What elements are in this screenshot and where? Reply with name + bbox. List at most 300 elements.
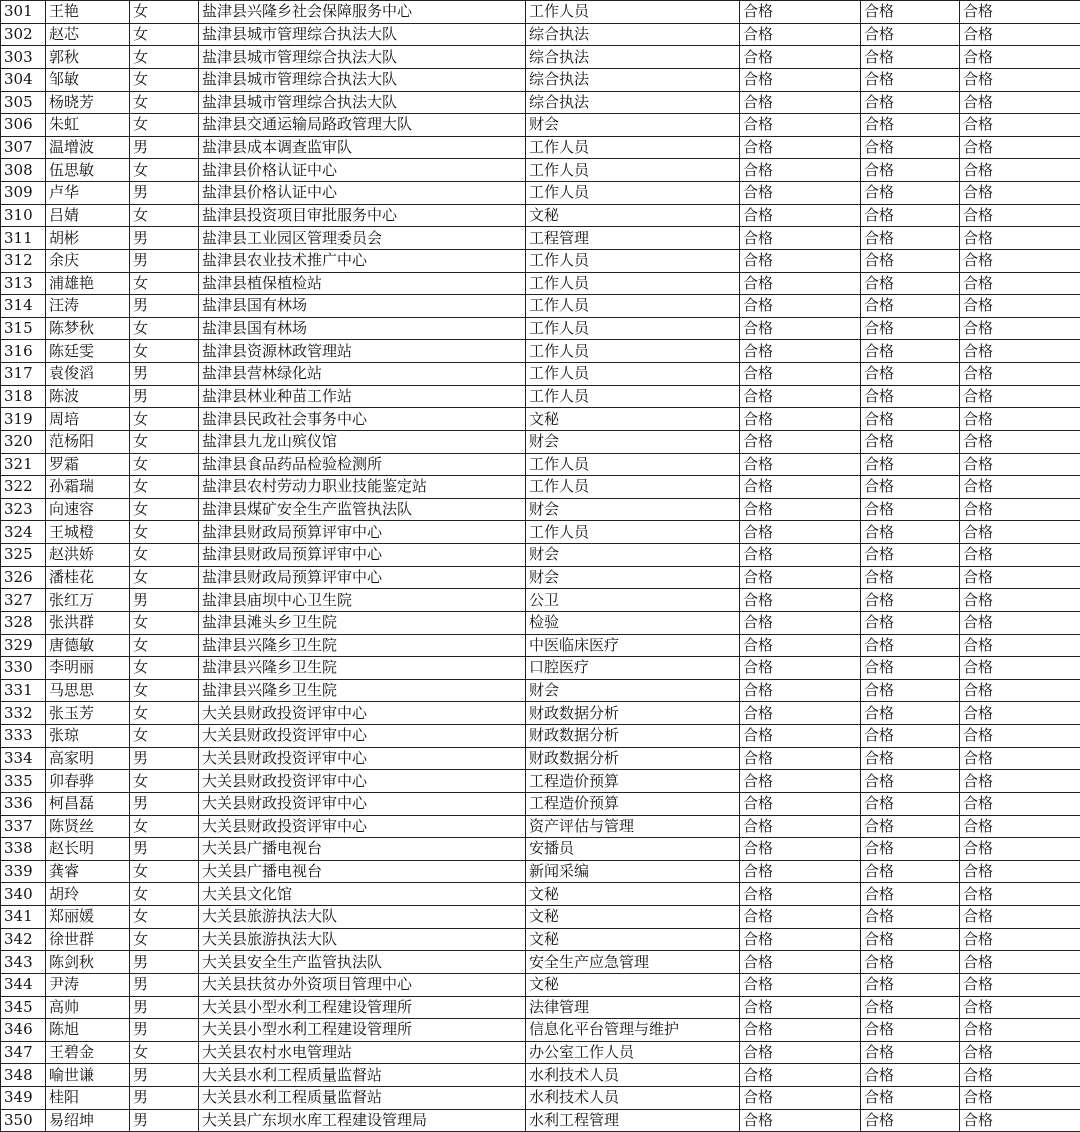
cell-result-3: 合格 [960,498,1080,521]
cell-result-1: 合格 [740,792,861,815]
cell-position: 水利技术人员 [526,1087,740,1110]
cell-result-3: 合格 [960,1087,1080,1110]
table-row [1,91,1080,114]
cell-gender: 女 [130,340,199,363]
cell-number: 318 [1,385,46,408]
cell-name: 王艳 [46,1,130,24]
cell-number: 328 [1,611,46,634]
cell-gender: 女 [130,430,199,453]
cell-result-3: 合格 [960,747,1080,770]
table-row [1,204,1080,227]
cell-name: 余庆 [46,249,130,272]
table-row [1,23,1080,46]
cell-result-2: 合格 [861,204,960,227]
cell-unit: 盐津县煤矿安全生产监管执法队 [199,498,526,521]
cell-result-3: 合格 [960,340,1080,363]
table-row [1,838,1080,861]
cell-number: 317 [1,363,46,386]
table-row [1,272,1080,295]
cell-unit: 盐津县成本调查监审队 [199,136,526,159]
cell-number: 340 [1,883,46,906]
cell-result-1: 合格 [740,68,861,91]
table-row [1,725,1080,748]
cell-unit: 大关县财政投资评审中心 [199,815,526,838]
cell-unit: 大关县财政投资评审中心 [199,747,526,770]
cell-result-1: 合格 [740,996,861,1019]
cell-gender: 女 [130,928,199,951]
cell-result-2: 合格 [861,521,960,544]
table-row [1,476,1080,499]
cell-number: 334 [1,747,46,770]
cell-result-2: 合格 [861,883,960,906]
cell-result-1: 合格 [740,204,861,227]
cell-number: 347 [1,1041,46,1064]
cell-result-1: 合格 [740,249,861,272]
cell-result-3: 合格 [960,385,1080,408]
cell-result-1: 合格 [740,770,861,793]
table-row [1,249,1080,272]
table-row [1,611,1080,634]
cell-result-2: 合格 [861,747,960,770]
table-row [1,770,1080,793]
cell-gender: 女 [130,68,199,91]
table-row [1,883,1080,906]
cell-gender: 男 [130,973,199,996]
cell-result-3: 合格 [960,770,1080,793]
cell-unit: 盐津县城市管理综合执法大队 [199,91,526,114]
cell-gender: 男 [130,227,199,250]
cell-result-2: 合格 [861,498,960,521]
cell-position: 工作人员 [526,340,740,363]
table-row [1,340,1080,363]
cell-position: 法律管理 [526,996,740,1019]
cell-gender: 男 [130,1087,199,1110]
cell-position: 水利技术人员 [526,1064,740,1087]
cell-unit: 盐津县城市管理综合执法大队 [199,68,526,91]
cell-result-1: 合格 [740,136,861,159]
cell-result-3: 合格 [960,815,1080,838]
cell-unit: 大关县农村水电管理站 [199,1041,526,1064]
cell-result-3: 合格 [960,272,1080,295]
cell-position: 资产评估与管理 [526,815,740,838]
cell-result-2: 合格 [861,385,960,408]
cell-unit: 大关县水利工程质量监督站 [199,1064,526,1087]
cell-position: 工作人员 [526,476,740,499]
cell-name: 向速容 [46,498,130,521]
cell-position: 安播员 [526,838,740,861]
cell-name: 袁俊滔 [46,363,130,386]
cell-position: 新闻采编 [526,860,740,883]
cell-name: 吕婧 [46,204,130,227]
cell-gender: 女 [130,679,199,702]
cell-position: 综合执法 [526,68,740,91]
cell-gender: 女 [130,702,199,725]
cell-result-3: 合格 [960,227,1080,250]
cell-result-1: 合格 [740,227,861,250]
table-row [1,928,1080,951]
cell-number: 335 [1,770,46,793]
table-row [1,46,1080,69]
cell-result-3: 合格 [960,860,1080,883]
cell-position: 文秘 [526,973,740,996]
cell-position: 文秘 [526,408,740,431]
cell-name: 邹敏 [46,68,130,91]
cell-unit: 盐津县投资项目审批服务中心 [199,204,526,227]
cell-position: 工程造价预算 [526,770,740,793]
cell-result-2: 合格 [861,951,960,974]
cell-result-3: 合格 [960,295,1080,318]
cell-result-1: 合格 [740,747,861,770]
cell-result-2: 合格 [861,770,960,793]
cell-name: 温增波 [46,136,130,159]
cell-name: 伍思敏 [46,159,130,182]
cell-unit: 盐津县九龙山殡仪馆 [199,430,526,453]
cell-unit: 盐津县食品药品检验检测所 [199,453,526,476]
cell-result-1: 合格 [740,883,861,906]
cell-gender: 男 [130,249,199,272]
cell-position: 中医临床医疗 [526,634,740,657]
cell-unit: 大关县水利工程质量监督站 [199,1087,526,1110]
cell-position: 财政数据分析 [526,725,740,748]
table-row [1,408,1080,431]
cell-result-3: 合格 [960,114,1080,137]
cell-gender: 女 [130,634,199,657]
cell-gender: 女 [130,114,199,137]
cell-result-3: 合格 [960,973,1080,996]
cell-unit: 盐津县国有林场 [199,295,526,318]
table-row [1,544,1080,567]
cell-result-1: 合格 [740,679,861,702]
cell-unit: 盐津县国有林场 [199,317,526,340]
cell-result-1: 合格 [740,182,861,205]
cell-result-2: 合格 [861,317,960,340]
cell-unit: 大关县财政投资评审中心 [199,792,526,815]
cell-gender: 女 [130,317,199,340]
cell-result-3: 合格 [960,182,1080,205]
cell-gender: 女 [130,725,199,748]
cell-result-2: 合格 [861,928,960,951]
cell-number: 326 [1,566,46,589]
cell-result-1: 合格 [740,91,861,114]
cell-result-1: 合格 [740,317,861,340]
cell-result-2: 合格 [861,68,960,91]
cell-number: 320 [1,430,46,453]
cell-position: 综合执法 [526,23,740,46]
cell-name: 桂阳 [46,1087,130,1110]
cell-number: 350 [1,1109,46,1132]
table-row [1,430,1080,453]
table-row [1,159,1080,182]
cell-unit: 盐津县财政局预算评审中心 [199,544,526,567]
cell-result-2: 合格 [861,430,960,453]
cell-number: 319 [1,408,46,431]
cell-result-2: 合格 [861,453,960,476]
cell-result-2: 合格 [861,996,960,1019]
cell-result-3: 合格 [960,204,1080,227]
cell-result-2: 合格 [861,23,960,46]
cell-unit: 盐津县营林绿化站 [199,363,526,386]
cell-number: 301 [1,1,46,24]
cell-position: 公卫 [526,589,740,612]
cell-result-3: 合格 [960,611,1080,634]
cell-gender: 男 [130,838,199,861]
cell-position: 工作人员 [526,363,740,386]
cell-result-1: 合格 [740,973,861,996]
table-row [1,996,1080,1019]
cell-number: 332 [1,702,46,725]
cell-unit: 盐津县兴隆乡卫生院 [199,679,526,702]
cell-result-3: 合格 [960,136,1080,159]
cell-result-2: 合格 [861,249,960,272]
cell-name: 陈贤丝 [46,815,130,838]
cell-unit: 大关县小型水利工程建设管理所 [199,996,526,1019]
cell-gender: 男 [130,363,199,386]
cell-gender: 女 [130,204,199,227]
cell-gender: 女 [130,770,199,793]
cell-result-3: 合格 [960,838,1080,861]
table-row [1,973,1080,996]
cell-result-3: 合格 [960,453,1080,476]
cell-position: 综合执法 [526,46,740,69]
cell-result-2: 合格 [861,1109,960,1132]
table-row [1,1041,1080,1064]
cell-name: 孙霜瑞 [46,476,130,499]
cell-number: 304 [1,68,46,91]
cell-result-1: 合格 [740,453,861,476]
cell-result-2: 合格 [861,838,960,861]
cell-number: 330 [1,657,46,680]
cell-unit: 盐津县兴隆乡卫生院 [199,634,526,657]
cell-unit: 盐津县资源林政管理站 [199,340,526,363]
cell-result-1: 合格 [740,611,861,634]
cell-result-3: 合格 [960,589,1080,612]
cell-name: 周培 [46,408,130,431]
cell-number: 343 [1,951,46,974]
cell-gender: 女 [130,159,199,182]
cell-name: 唐德敏 [46,634,130,657]
table-row [1,227,1080,250]
cell-position: 文秘 [526,883,740,906]
cell-name: 赵芯 [46,23,130,46]
table-row [1,182,1080,205]
cell-result-2: 合格 [861,363,960,386]
cell-number: 312 [1,249,46,272]
cell-unit: 大关县财政投资评审中心 [199,725,526,748]
cell-result-2: 合格 [861,114,960,137]
cell-position: 综合执法 [526,91,740,114]
cell-result-1: 合格 [740,1087,861,1110]
cell-position: 财会 [526,498,740,521]
table-row [1,1064,1080,1087]
cell-position: 财会 [526,566,740,589]
table-row [1,385,1080,408]
cell-number: 309 [1,182,46,205]
cell-number: 322 [1,476,46,499]
cell-gender: 女 [130,906,199,929]
table-row [1,747,1080,770]
cell-result-3: 合格 [960,544,1080,567]
cell-result-1: 合格 [740,1064,861,1087]
cell-number: 329 [1,634,46,657]
cell-result-1: 合格 [740,46,861,69]
cell-gender: 女 [130,23,199,46]
table-row [1,860,1080,883]
table-row [1,566,1080,589]
cell-gender: 女 [130,544,199,567]
cell-result-1: 合格 [740,1109,861,1132]
cell-result-2: 合格 [861,973,960,996]
cell-gender: 女 [130,657,199,680]
cell-name: 赵洪娇 [46,544,130,567]
table-row [1,589,1080,612]
cell-number: 306 [1,114,46,137]
cell-result-1: 合格 [740,1019,861,1042]
cell-result-1: 合格 [740,1,861,24]
cell-gender: 女 [130,815,199,838]
cell-position: 工作人员 [526,249,740,272]
cell-result-3: 合格 [960,996,1080,1019]
cell-result-3: 合格 [960,928,1080,951]
cell-result-1: 合格 [740,295,861,318]
cell-unit: 大关县扶贫办外资项目管理中心 [199,973,526,996]
cell-position: 工作人员 [526,453,740,476]
table-row [1,498,1080,521]
table-row [1,792,1080,815]
cell-position: 财会 [526,544,740,567]
table-row [1,136,1080,159]
cell-name: 卯春骅 [46,770,130,793]
cell-unit: 盐津县农业技术推广中心 [199,249,526,272]
cell-result-2: 合格 [861,91,960,114]
cell-name: 陈旭 [46,1019,130,1042]
cell-position: 工作人员 [526,295,740,318]
cell-result-1: 合格 [740,815,861,838]
cell-unit: 大关县广东坝水库工程建设管理局 [199,1109,526,1132]
cell-name: 柯昌磊 [46,792,130,815]
cell-position: 财会 [526,679,740,702]
table-row [1,951,1080,974]
cell-result-2: 合格 [861,860,960,883]
cell-unit: 盐津县农村劳动力职业技能鉴定站 [199,476,526,499]
cell-position: 文秘 [526,204,740,227]
cell-result-3: 合格 [960,23,1080,46]
cell-result-3: 合格 [960,1064,1080,1087]
cell-result-3: 合格 [960,702,1080,725]
cell-result-1: 合格 [740,838,861,861]
cell-result-1: 合格 [740,430,861,453]
cell-unit: 大关县财政投资评审中心 [199,702,526,725]
cell-name: 杨晓芳 [46,91,130,114]
table-row [1,1087,1080,1110]
cell-unit: 大关县旅游执法大队 [199,906,526,929]
cell-result-2: 合格 [861,702,960,725]
cell-unit: 盐津县价格认证中心 [199,159,526,182]
cell-unit: 盐津县庙坝中心卫生院 [199,589,526,612]
cell-number: 305 [1,91,46,114]
table-row [1,363,1080,386]
cell-gender: 女 [130,1,199,24]
cell-result-2: 合格 [861,182,960,205]
cell-unit: 盐津县工业园区管理委员会 [199,227,526,250]
cell-result-3: 合格 [960,657,1080,680]
cell-name: 陈波 [46,385,130,408]
cell-result-3: 合格 [960,792,1080,815]
cell-name: 张玉芳 [46,702,130,725]
cell-result-2: 合格 [861,566,960,589]
table-row [1,521,1080,544]
table-row [1,906,1080,929]
table-body [1,1,1080,1132]
cell-number: 315 [1,317,46,340]
cell-position: 安全生产应急管理 [526,951,740,974]
cell-number: 313 [1,272,46,295]
cell-gender: 女 [130,860,199,883]
cell-result-3: 合格 [960,68,1080,91]
cell-number: 344 [1,973,46,996]
cell-name: 高帅 [46,996,130,1019]
cell-result-3: 合格 [960,906,1080,929]
cell-gender: 女 [130,91,199,114]
cell-name: 汪涛 [46,295,130,318]
cell-name: 胡彬 [46,227,130,250]
cell-result-1: 合格 [740,340,861,363]
cell-name: 王碧金 [46,1041,130,1064]
cell-number: 342 [1,928,46,951]
cell-name: 潘桂花 [46,566,130,589]
cell-position: 工程造价预算 [526,792,740,815]
cell-position: 工程管理 [526,227,740,250]
cell-result-1: 合格 [740,385,861,408]
cell-number: 338 [1,838,46,861]
cell-result-2: 合格 [861,1064,960,1087]
cell-result-1: 合格 [740,657,861,680]
cell-name: 罗霜 [46,453,130,476]
cell-number: 339 [1,860,46,883]
cell-result-1: 合格 [740,725,861,748]
cell-gender: 男 [130,182,199,205]
cell-position: 文秘 [526,906,740,929]
cell-result-2: 合格 [861,544,960,567]
cell-number: 325 [1,544,46,567]
cell-number: 341 [1,906,46,929]
cell-result-1: 合格 [740,860,861,883]
cell-number: 310 [1,204,46,227]
cell-unit: 大关县安全生产监管执法队 [199,951,526,974]
cell-result-3: 合格 [960,725,1080,748]
cell-position: 财会 [526,430,740,453]
cell-number: 337 [1,815,46,838]
cell-result-3: 合格 [960,476,1080,499]
cell-unit: 大关县旅游执法大队 [199,928,526,951]
cell-result-1: 合格 [740,23,861,46]
cell-position: 水利工程管理 [526,1109,740,1132]
cell-position: 工作人员 [526,182,740,205]
cell-number: 336 [1,792,46,815]
cell-unit: 大关县广播电视台 [199,838,526,861]
table-row [1,634,1080,657]
cell-name: 陈廷雯 [46,340,130,363]
cell-result-3: 合格 [960,566,1080,589]
cell-unit: 盐津县兴隆乡社会保障服务中心 [199,1,526,24]
table-row [1,657,1080,680]
cell-result-3: 合格 [960,159,1080,182]
table-row [1,815,1080,838]
cell-result-1: 合格 [740,1041,861,1064]
cell-unit: 盐津县价格认证中心 [199,182,526,205]
cell-result-1: 合格 [740,114,861,137]
cell-position: 财会 [526,114,740,137]
cell-unit: 盐津县民政社会事务中心 [199,408,526,431]
